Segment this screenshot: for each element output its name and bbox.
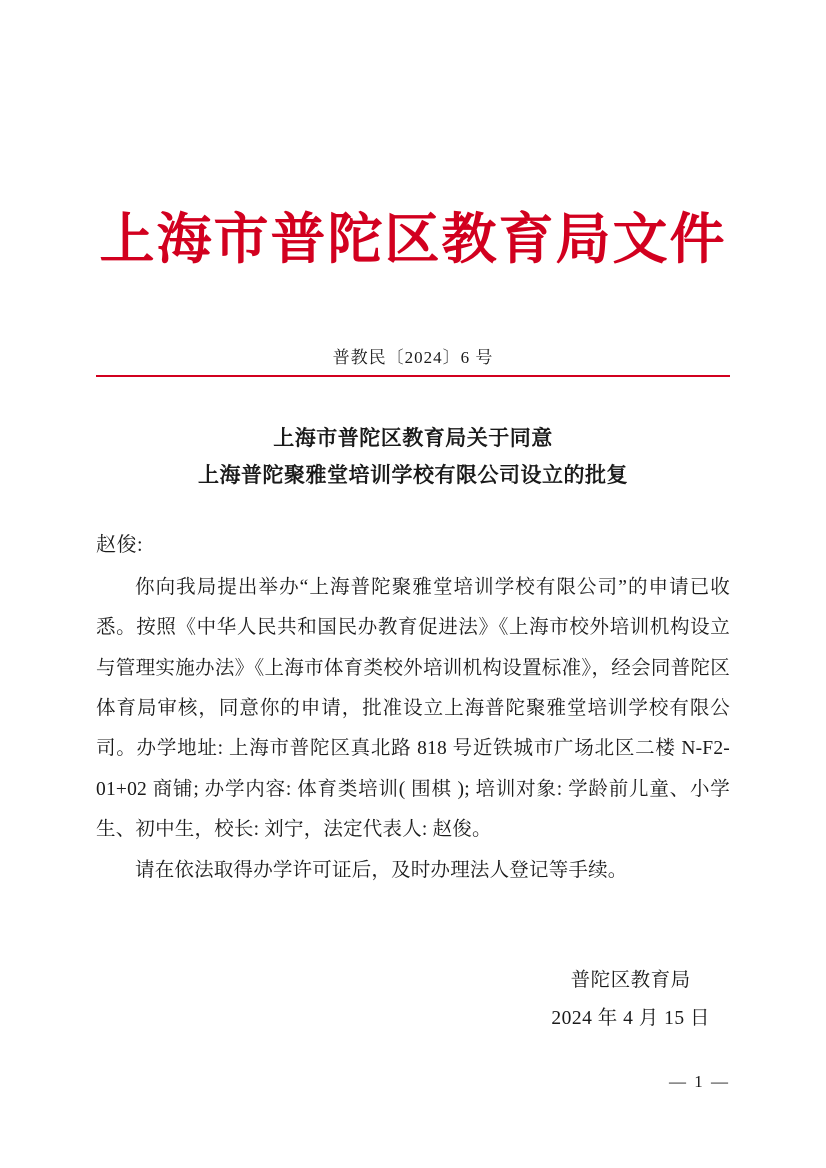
- document-body: [96, 568, 730, 891]
- page-number: — 1 —: [669, 1072, 730, 1091]
- signature-issuer: 普陀区教育局: [570, 970, 691, 991]
- masthead: [0, 208, 826, 271]
- document-number: 普教民〔2024〕6 号: [332, 348, 494, 367]
- masthead-title: 上海市普陀区教育局文件: [99, 209, 727, 270]
- document-title-line-1: 上海市普陀区教育局关于同意: [273, 426, 553, 450]
- body-paragraph-2: 请在依法取得办学许可证后，及时办理法人登记等手续。: [135, 859, 628, 881]
- signature-block: [551, 962, 710, 1038]
- document-title-line-2: 上海普陀聚雅堂培训学校有限公司设立的批复: [198, 462, 628, 487]
- signature-date: 2024 年 4 月 15 日: [551, 1008, 710, 1030]
- body-paragraph-1: 你向我局提出举办“上海普陀聚雅堂培训学校有限公司”的申请已收悉。按照《中华人民共和国民办教育促进法》《上海市校外培训机构设立与管理实施办法》《上海市体育类校外培训机构设置标准》，经会同普陀区体育局审核，同意你的申请，批准设立上海普陀聚雅堂培训学校有限公司。办学地址: 上海市普陀区真北路 818 号近铁城市广场北区二楼 N-F2-01+02 商铺; 办学内容: 体育类培训( 围棋 ); 培训对象: 学龄前儿童、小学生、初中生，校长: 刘宁，法定代表人: 赵俊。: [96, 577, 730, 841]
- red-divider-rule: [96, 375, 730, 377]
- salutation: 赵俊:: [96, 534, 144, 556]
- document-title: [96, 420, 730, 494]
